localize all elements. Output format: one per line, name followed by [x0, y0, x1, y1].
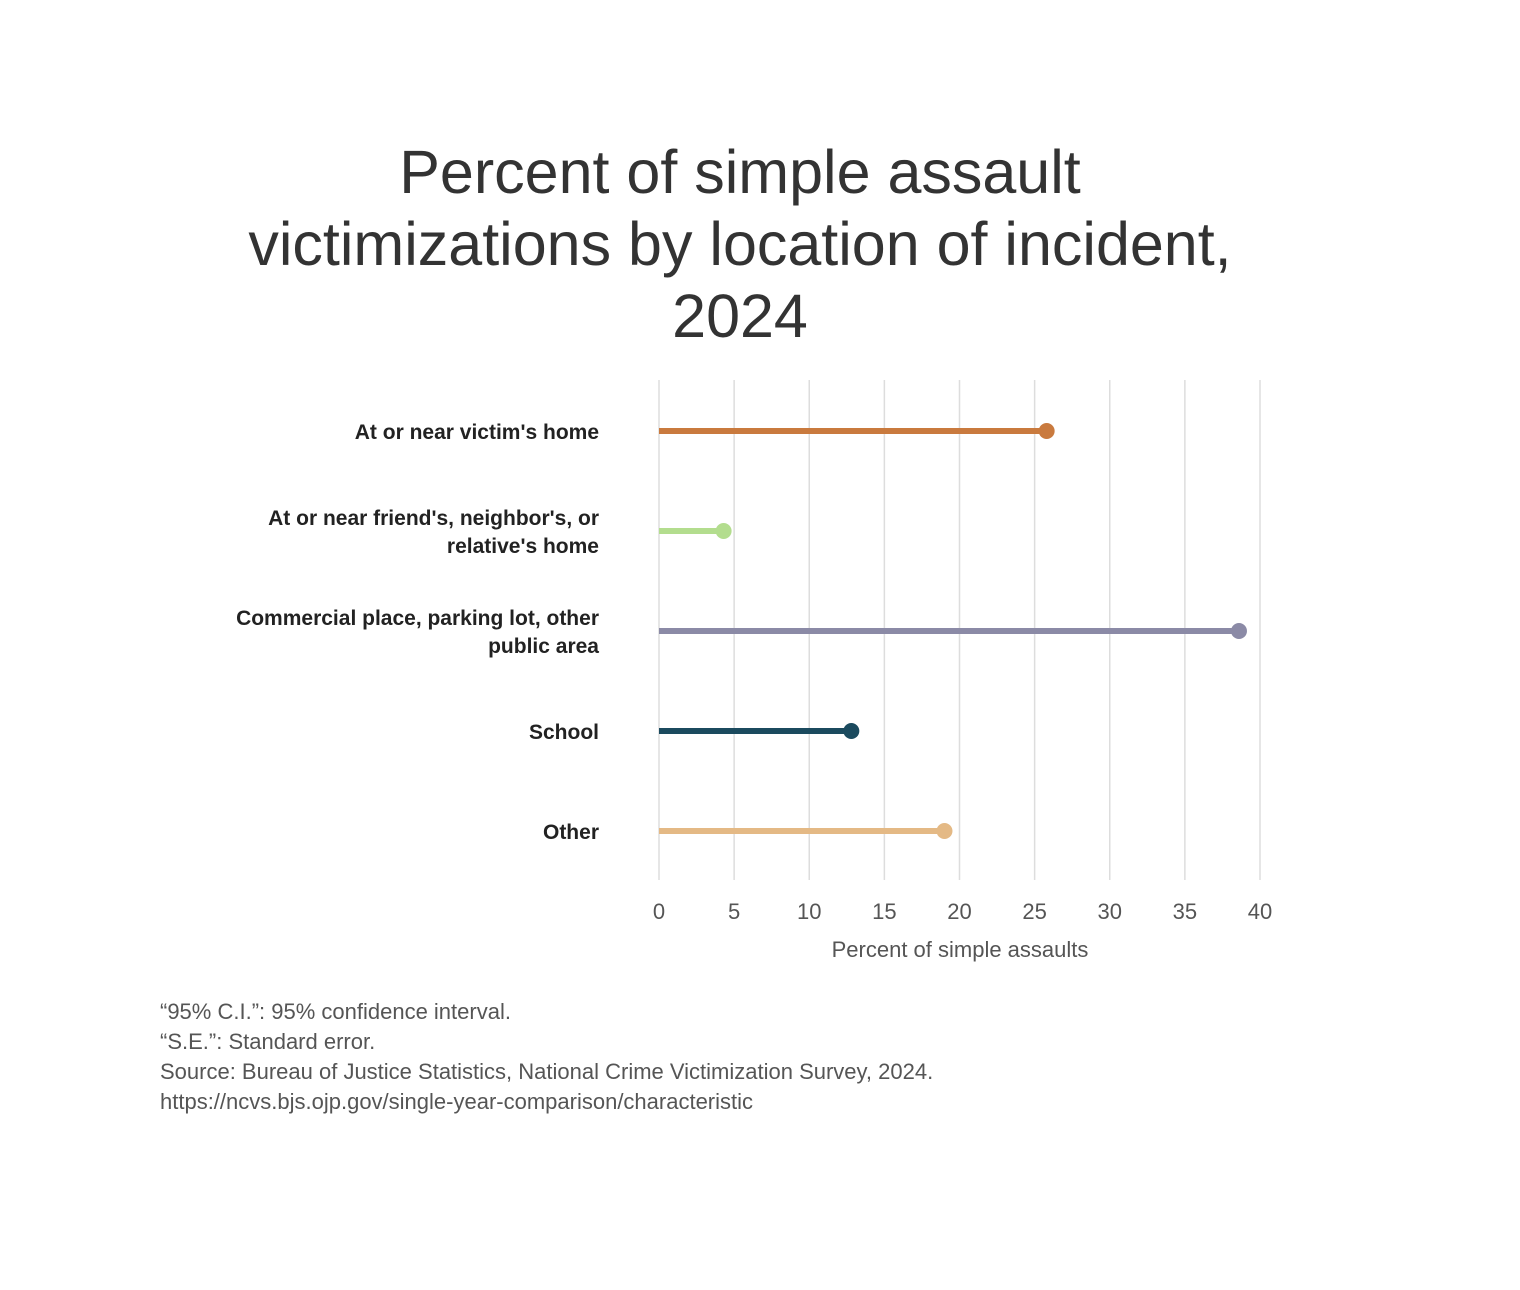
category-label: Other — [542, 821, 599, 844]
chart-title-line: victimizations by location of incident, — [248, 210, 1232, 278]
category-label: Commercial place, parking lot, other — [236, 607, 599, 630]
x-tick-label: 20 — [947, 899, 972, 924]
x-tick-label: 0 — [652, 899, 666, 924]
lollipop-point — [1039, 423, 1055, 439]
x-axis-title: Percent of simple assaults — [831, 937, 1089, 962]
footnote-url: https://ncvs.bjs.ojp.gov/single-year-comparison/characteristic — [160, 1089, 754, 1114]
x-axis-ticks — [653, 899, 1272, 924]
lollipop-point — [1231, 623, 1247, 639]
footnote-source: Source: Bureau of Justice Statistics, National Crime Victimization Survey, 2024. — [160, 1059, 934, 1084]
chart-title-line: 2024 — [672, 282, 808, 350]
x-tick-label: 35 — [1172, 899, 1198, 924]
x-tick-label: 40 — [1247, 899, 1273, 924]
footnote-se: “S.E.”: Standard error. — [160, 1029, 376, 1054]
chart-title-line: Percent of simple assault — [399, 138, 1081, 206]
category-label: relative's home — [446, 535, 599, 558]
x-tick-label: 25 — [1022, 899, 1047, 924]
x-tick-label: 10 — [797, 899, 822, 924]
lollipop-marks — [659, 423, 1247, 839]
category-labels — [236, 421, 599, 844]
footnotes — [160, 997, 933, 1117]
category-label: At or near victim's home — [354, 421, 599, 444]
x-tick-label: 15 — [872, 899, 897, 924]
category-label: public area — [488, 635, 599, 658]
category-label: At or near friend's, neighbor's, or — [268, 507, 599, 530]
lollipop-point — [936, 823, 952, 839]
category-label: School — [528, 721, 599, 744]
lollipop-point — [843, 723, 859, 739]
x-tick-label: 5 — [728, 899, 741, 924]
lollipop-point — [716, 523, 732, 539]
x-tick-label: 30 — [1097, 899, 1122, 924]
footnote-ci: “95% C.I.”: 95% confidence interval. — [160, 999, 511, 1024]
